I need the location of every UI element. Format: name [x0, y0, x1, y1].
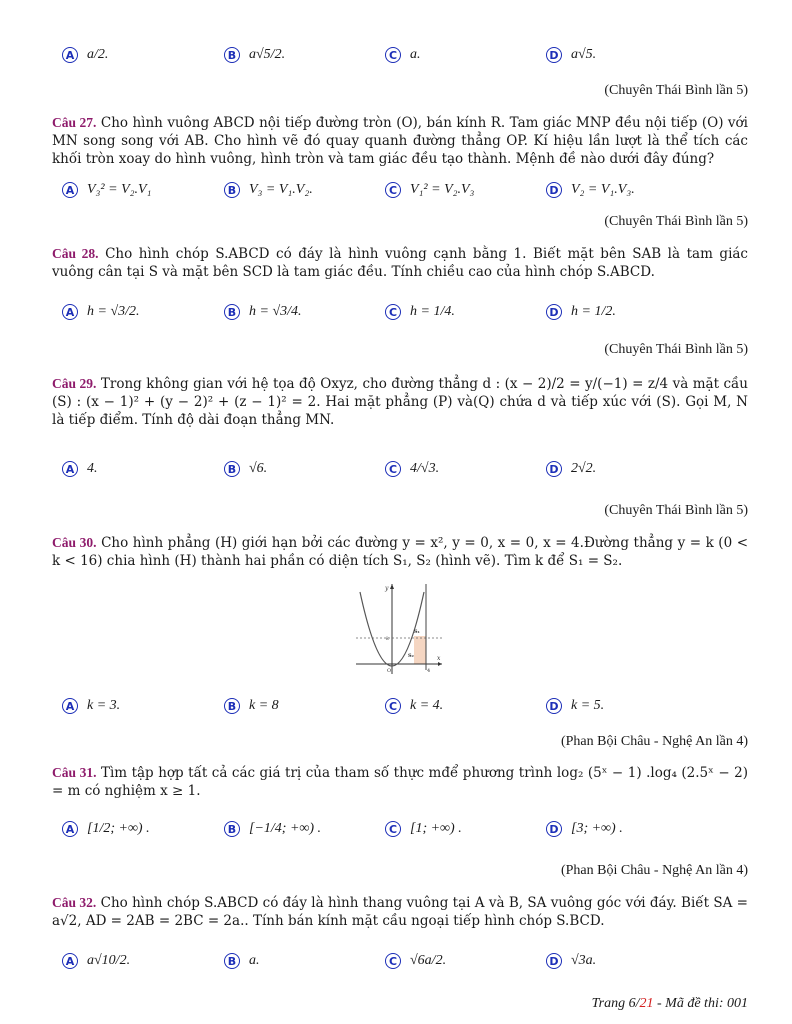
question-text: Cho hình chóp S.ABCD có đáy là hình vuông cạnh bằng 1. Biết mặt bên SAB là tam giác vuông cân tại S và mặt bên SCD là tam giác đều. Tính chiều cao của hình chóp S.ABCD. [52, 246, 748, 280]
option-badge: A [62, 47, 78, 63]
question-text: Trong không gian với hệ tọa độ Oxyz, cho đường thẳng d : (x − 2)/2 = y/(−1) = z/4 và mặt cầu (S) : (x − 1)² + (y − 2)² + (z − 1)² = 2. Hai mặt phẳng (P) và(Q) chứa d và tiếp xúc với (S). Gọi M, N là tiếp điểm. Tính độ dài đoạn thẳng MN. [52, 376, 748, 428]
option-badge: B [224, 698, 240, 714]
option-badge: D [546, 821, 562, 837]
area-s2 [414, 636, 426, 664]
option-badge: D [546, 304, 562, 320]
question-31 [52, 764, 748, 800]
option-badge: D [546, 461, 562, 477]
option-badge: B [224, 304, 240, 320]
option-b[interactable]: B k = 8 [224, 689, 279, 723]
source-note: (Chuyên Thái Bình lần 5) [604, 214, 748, 229]
question-28 [52, 245, 748, 281]
label-four: 4 [427, 668, 431, 674]
question-number: Câu 31. [52, 765, 97, 780]
option-d[interactable]: D [3; +∞) . [546, 812, 623, 846]
option-badge: A [62, 821, 78, 837]
option-d[interactable]: D k = 5. [546, 689, 604, 723]
option-c[interactable]: C k = 4. [385, 689, 443, 723]
option-badge: B [224, 461, 240, 477]
option-d[interactable]: D 2√2. [546, 452, 596, 486]
option-badge: C [385, 698, 401, 714]
label-x: x [437, 655, 441, 662]
options-q30 [62, 689, 742, 723]
option-c[interactable]: C h = 1/4. [385, 295, 455, 329]
page-footer [592, 996, 748, 1012]
option-badge: A [62, 461, 78, 477]
option-a[interactable]: A a/2. [62, 38, 108, 72]
option-badge: D [546, 698, 562, 714]
option-c[interactable]: C [1; +∞) . [385, 812, 462, 846]
label-k: k [386, 636, 390, 642]
question-30 [52, 534, 748, 570]
source-note: (Phan Bội Châu - Nghệ An lần 4) [560, 863, 748, 878]
option-badge: C [385, 953, 401, 969]
option-badge: B [224, 182, 240, 198]
question-text: Tìm tập hợp tất cả các giá trị của tham số thực mđể phương trình log₂ (5ˣ − 1) .log₄ (2.5ˣ − 2) = m có nghiệm x ≥ 1. [52, 765, 748, 799]
option-c[interactable]: C 4/√3. [385, 452, 439, 486]
question-number: Câu 28. [52, 246, 99, 261]
option-badge: A [62, 304, 78, 320]
option-c[interactable]: C V₁² = V₂.V₃ [385, 173, 474, 207]
option-b[interactable]: B [−1/4; +∞) . [224, 812, 321, 846]
options-q31 [62, 812, 742, 846]
options-q28 [62, 295, 742, 329]
option-a[interactable]: A V₃² = V₂.V₁ [62, 173, 151, 207]
option-a[interactable]: A 4. [62, 452, 98, 486]
option-badge: A [62, 953, 78, 969]
parabola-figure [352, 580, 444, 676]
option-badge: C [385, 461, 401, 477]
question-number: Câu 32. [52, 895, 97, 910]
option-d[interactable]: D V₂ = V₁.V₃. [546, 173, 635, 207]
option-badge: D [546, 953, 562, 969]
footer-prefix: Trang 6/ [591, 996, 640, 1011]
question-number: Câu 30. [52, 535, 97, 550]
option-badge: A [62, 698, 78, 714]
page-total: 21 [639, 996, 654, 1011]
options-q32 [62, 944, 742, 978]
option-b[interactable]: B a√5/2. [224, 38, 285, 72]
option-badge: C [385, 182, 401, 198]
source-note: (Chuyên Thái Bình lần 5) [604, 503, 748, 518]
option-b[interactable]: B h = √3/4. [224, 295, 302, 329]
source-note: (Chuyên Thái Bình lần 5) [604, 83, 748, 98]
footer-suffix: - Mã đề thi: 001 [653, 996, 748, 1011]
option-badge: B [224, 47, 240, 63]
option-d[interactable]: D √3a. [546, 944, 596, 978]
label-y: y [385, 585, 389, 592]
options-q26 [62, 38, 742, 72]
option-badge: C [385, 821, 401, 837]
option-badge: A [62, 182, 78, 198]
question-32 [52, 894, 748, 930]
options-q29 [62, 452, 742, 486]
label-s2: S₂ [408, 653, 414, 659]
option-badge: D [546, 182, 562, 198]
option-a[interactable]: A a√10/2. [62, 944, 130, 978]
option-d[interactable]: D a√5. [546, 38, 596, 72]
question-text: Cho hình chóp S.ABCD có đáy là hình thang vuông tại A và B, SA vuông góc với đáy. Biết SA = a√2, AD = 2AB = 2BC = 2a.. Tính bán kính mặt cầu ngoại tiếp hình chóp S.BCD. [52, 895, 748, 929]
question-text: Cho hình phẳng (H) giới hạn bởi các đường y = x², y = 0, x = 0, x = 4.Đường thẳng y = k (0 < k < 16) chia hình (H) thành hai phần có diện tích S₁, S₂ (hình vẽ). Tìm k để S₁ = S₂. [52, 535, 749, 569]
option-badge: B [224, 953, 240, 969]
y-axis-arrow [390, 584, 394, 589]
options-q27 [62, 173, 742, 207]
option-badge: B [224, 821, 240, 837]
option-badge: C [385, 304, 401, 320]
question-number: Câu 29. [52, 376, 97, 391]
option-badge: C [385, 47, 401, 63]
option-a[interactable]: A h = √3/2. [62, 295, 140, 329]
question-number: Câu 27. [52, 115, 97, 130]
label-origin: O [387, 668, 392, 674]
option-b[interactable]: B a. [224, 944, 260, 978]
option-d[interactable]: D h = 1/2. [546, 295, 616, 329]
question-27 [52, 114, 748, 168]
option-c[interactable]: C √6a/2. [385, 944, 446, 978]
option-b[interactable]: B V₃ = V₁.V₂. [224, 173, 313, 207]
x-axis-arrow [438, 662, 442, 666]
question-29 [52, 375, 748, 429]
question-text: Cho hình vuông ABCD nội tiếp đường tròn (O), bán kính R. Tam giác MNP đều nội tiếp (O) với MN song song với AB. Cho hình vẽ đó quay quanh đường thẳng OP. Kí hiệu lần lượt là thể tích các khối tròn xoay do hình vuông, hình tròn và tam giác đều tạo thành. Mệnh đề nào dưới đây đúng? [52, 115, 748, 167]
option-a[interactable]: A [1/2; +∞) . [62, 812, 150, 846]
source-note: (Chuyên Thái Bình lần 5) [604, 342, 748, 357]
option-c[interactable]: C a. [385, 38, 421, 72]
option-badge: D [546, 47, 562, 63]
option-b[interactable]: B √6. [224, 452, 267, 486]
label-s1: S₁ [414, 629, 420, 635]
option-a[interactable]: A k = 3. [62, 689, 120, 723]
source-note: (Phan Bội Châu - Nghệ An lần 4) [560, 734, 748, 749]
